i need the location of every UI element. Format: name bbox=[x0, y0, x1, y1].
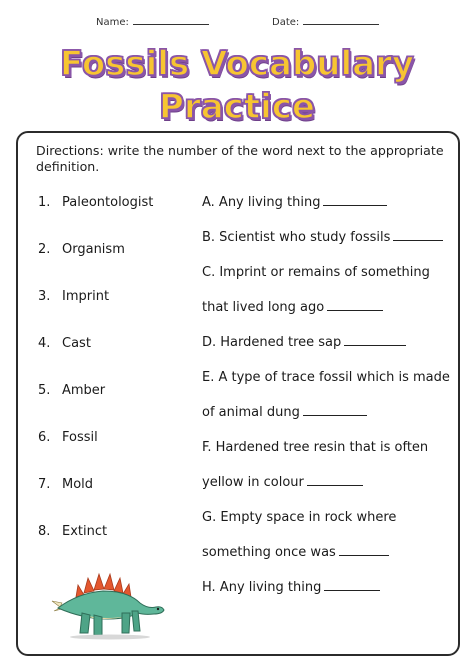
word-item bbox=[38, 289, 109, 304]
word-item bbox=[38, 242, 125, 257]
definition-text: of animal dung bbox=[202, 405, 300, 420]
definition-item bbox=[202, 300, 383, 315]
name-field[interactable] bbox=[96, 14, 209, 28]
definition-text: D. Hardened tree sap bbox=[202, 335, 342, 350]
word-item bbox=[38, 383, 105, 398]
definition-item bbox=[202, 265, 430, 280]
word-item bbox=[38, 195, 153, 210]
definition-text: C. Imprint or remains of something bbox=[202, 265, 430, 280]
header-row bbox=[0, 14, 474, 30]
word-item bbox=[38, 477, 93, 492]
name-label: Name: bbox=[96, 17, 129, 28]
definition-text: G. Empty space in rock where bbox=[202, 510, 397, 525]
worksheet-title-line-1: Fossils Vocabulary bbox=[59, 44, 415, 84]
word-number: 2. bbox=[38, 242, 51, 257]
word-item bbox=[38, 524, 107, 539]
definition-text: something once was bbox=[202, 545, 336, 560]
definition-item bbox=[202, 195, 387, 210]
definition-item bbox=[202, 580, 380, 595]
word-text: Organism bbox=[62, 242, 125, 257]
name-blank-line[interactable] bbox=[133, 14, 209, 25]
answer-blank[interactable] bbox=[324, 580, 380, 591]
word-number: 3. bbox=[38, 289, 51, 304]
definition-text: E. A type of trace fossil which is made bbox=[202, 370, 450, 385]
word-text: Amber bbox=[62, 383, 106, 398]
word-item bbox=[38, 430, 98, 445]
answer-blank[interactable] bbox=[303, 405, 367, 416]
word-number: 1. bbox=[38, 195, 51, 210]
answer-blank[interactable] bbox=[344, 335, 406, 346]
definition-item bbox=[202, 440, 428, 455]
definition-text: that lived long ago bbox=[202, 300, 325, 315]
directions-text: Directions: write the number of the word next to the appropriate definition. bbox=[36, 143, 444, 174]
definition-item bbox=[202, 510, 396, 525]
word-number: 5. bbox=[38, 383, 51, 398]
date-field[interactable] bbox=[272, 14, 379, 28]
definition-item bbox=[202, 335, 406, 350]
definition-item bbox=[202, 230, 443, 245]
definition-text: A. Any living thing bbox=[202, 195, 321, 210]
date-blank-line[interactable] bbox=[303, 14, 379, 25]
word-number: 4. bbox=[38, 336, 51, 351]
answer-blank[interactable] bbox=[323, 195, 387, 206]
answer-blank[interactable] bbox=[327, 300, 383, 311]
definition-item bbox=[202, 370, 450, 385]
definition-item bbox=[202, 475, 363, 490]
definition-text: B. Scientist who study fossils bbox=[202, 230, 391, 245]
word-text: Mold bbox=[62, 477, 94, 492]
definition-text: yellow in colour bbox=[202, 475, 304, 490]
date-label: Date: bbox=[272, 17, 300, 28]
word-text: Fossil bbox=[62, 430, 98, 445]
word-item bbox=[38, 336, 91, 351]
word-text: Extinct bbox=[62, 524, 108, 539]
definition-text: H. Any living thing bbox=[202, 580, 322, 595]
word-text: Paleontologist bbox=[62, 195, 154, 210]
answer-blank[interactable] bbox=[339, 545, 389, 556]
worksheet-title-line-2: Practice bbox=[159, 87, 315, 127]
stegosaurus-illustration bbox=[48, 563, 168, 643]
word-number: 6. bbox=[38, 430, 51, 445]
word-text: Imprint bbox=[62, 289, 110, 304]
word-number: 8. bbox=[38, 524, 51, 539]
word-text: Cast bbox=[62, 336, 91, 351]
definition-item bbox=[202, 405, 367, 420]
word-number: 7. bbox=[38, 477, 51, 492]
definition-item bbox=[202, 545, 389, 560]
answer-blank[interactable] bbox=[393, 230, 443, 241]
answer-blank[interactable] bbox=[307, 475, 363, 486]
definition-text: F. Hardened tree resin that is often bbox=[202, 440, 429, 455]
worksheet-card bbox=[16, 131, 460, 656]
